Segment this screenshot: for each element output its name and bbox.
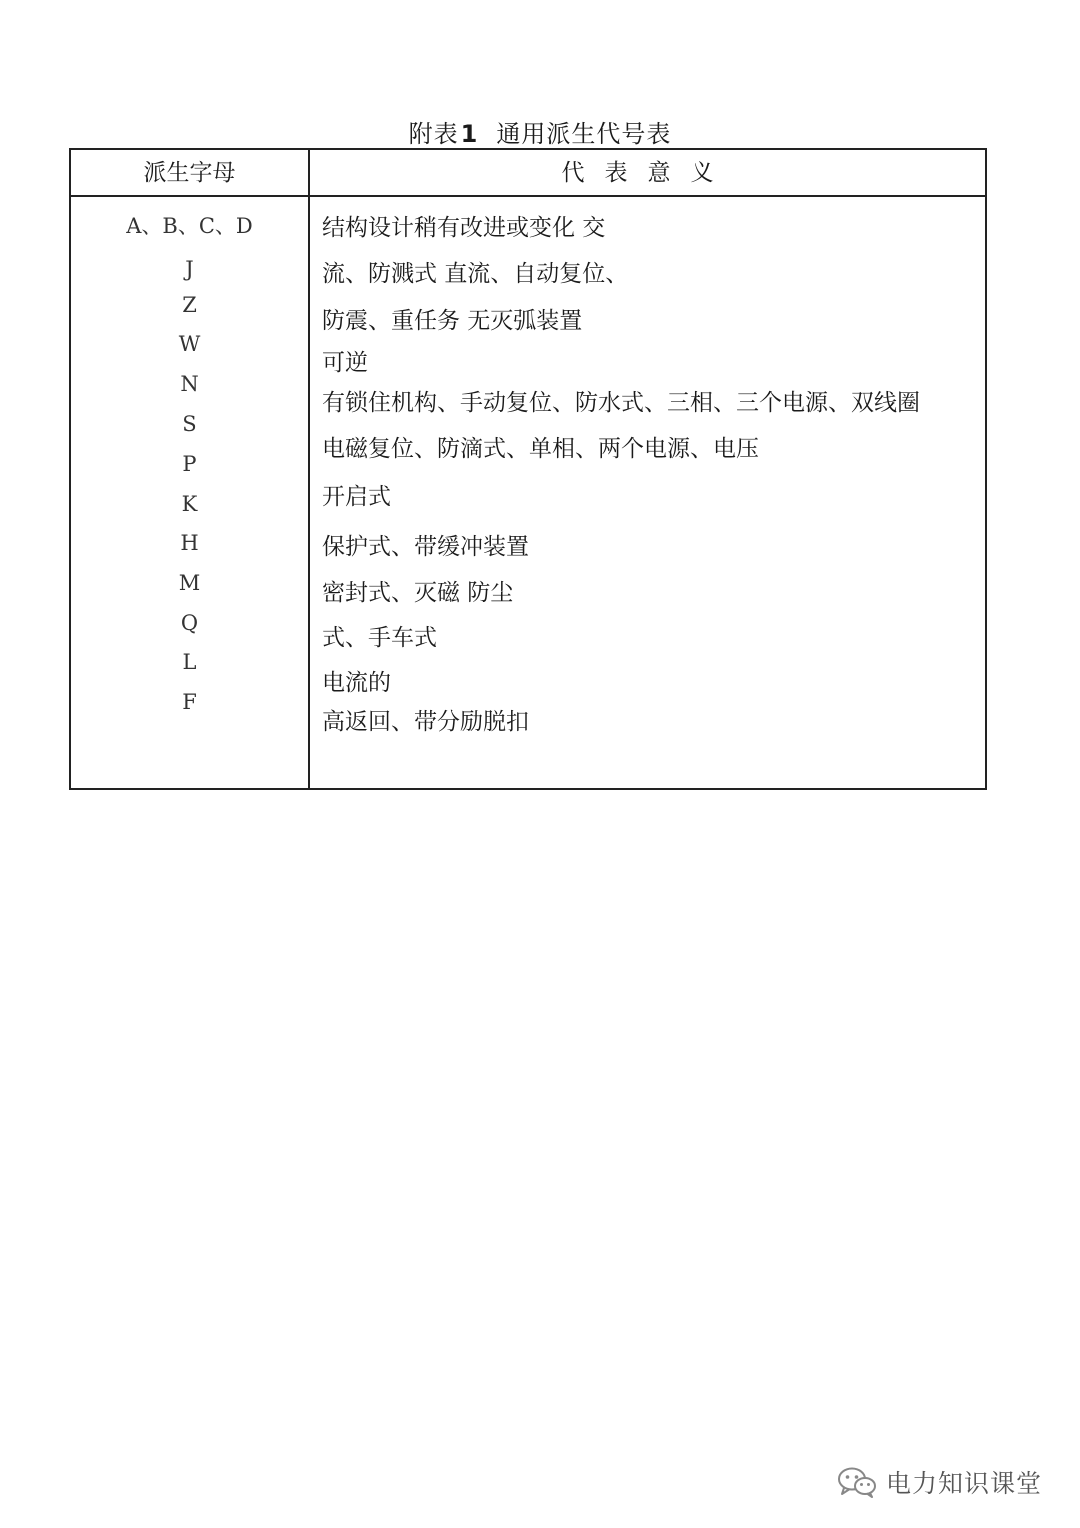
caption-title: 通用派生代号表	[496, 120, 672, 148]
letter-cell: J	[185, 257, 194, 281]
letter-cell: P	[182, 452, 197, 476]
table-caption	[0, 114, 1080, 149]
letter-cell: L	[182, 650, 197, 674]
meaning-line: 开启式	[322, 484, 391, 510]
wechat-icon	[836, 1466, 878, 1498]
watermark	[836, 1462, 1042, 1502]
letter-cell: Z	[182, 293, 197, 317]
column-divider	[308, 150, 310, 788]
letter-cell: S	[182, 412, 197, 436]
letter-cell: Q	[180, 611, 199, 635]
meaning-line: 电流的	[322, 670, 391, 696]
meaning-line: 高返回、带分励脱扣	[322, 709, 529, 735]
letter-cell: A、B、C、D	[126, 214, 253, 238]
meaning-line: 式、手车式	[322, 625, 437, 651]
meaning-line: 可逆	[322, 350, 368, 376]
letter-cell: F	[182, 690, 197, 714]
derivation-code-table	[69, 148, 987, 790]
letter-cell: N	[180, 372, 199, 396]
meaning-line: 流、防溅式 直流、自动复位、	[322, 261, 629, 287]
letter-cell: M	[178, 571, 201, 595]
header-meaning: 代表意义	[561, 160, 734, 186]
meaning-line: 保护式、带缓冲装置	[322, 534, 529, 560]
meaning-line: 防震、重任务 无灭弧装置	[322, 308, 583, 334]
header-derived-letter: 派生字母	[143, 160, 236, 186]
caption-prefix: 附表	[408, 120, 459, 148]
caption-number: 1	[460, 120, 479, 148]
meaning-line: 电磁复位、防滴式、单相、两个电源、电压	[322, 436, 759, 462]
letter-cell: K	[181, 492, 198, 516]
watermark-text: 电力知识课堂	[886, 1469, 1043, 1498]
header-divider	[71, 195, 985, 197]
meaning-line: 结构设计稍有改进或变化 交	[322, 215, 606, 241]
letter-cell: H	[180, 531, 199, 555]
meaning-line: 有锁住机构、手动复位、防水式、三相、三个电源、双线圈	[322, 390, 920, 416]
letter-cell: W	[178, 332, 201, 356]
meaning-line: 密封式、灭磁 防尘	[322, 580, 514, 606]
